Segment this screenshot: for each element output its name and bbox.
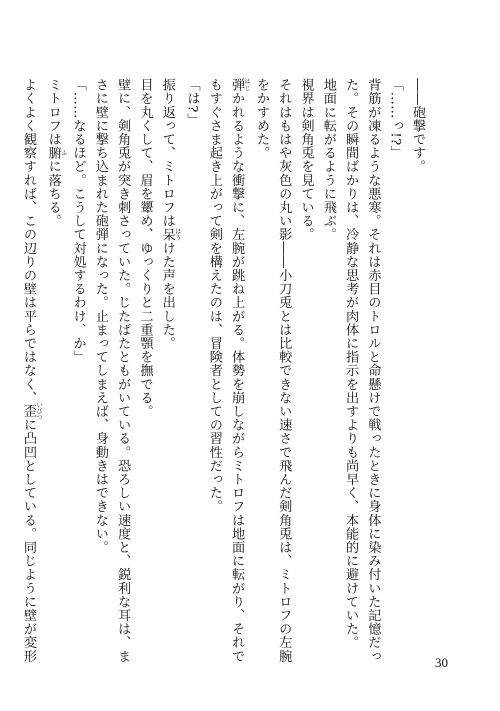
text-line: 地面に転がるように飛ぶ。: [320, 78, 336, 242]
text-line: よくよく観察すれば、この辺りの壁は平らではなく、歪 いびつに凸凹としている。同じように壁が変形: [20, 78, 42, 663]
ruby-annotation: 腑 ふ: [45, 146, 67, 160]
text-line: もすぐさま起き上がって剣を構えたのは、冒険者としての習性だった。: [206, 78, 222, 514]
text-line: 振り返って、ミトロフは呆 ほうけた声を出した。: [159, 78, 181, 351]
text-line: た。その瞬間ばかりは、冷静な思考が肉体に指示を出すよりも尚早く、本能的に避けていた。: [343, 78, 359, 650]
ruby-annotation: 弾 はじ: [229, 78, 251, 92]
text-line: 弾 はじかれるような衝撃に、左腕が跳ね上がる。体勢を崩しながらミトロフは地面に転がり、それで: [229, 78, 251, 663]
vertical-text-body: [20, 78, 428, 663]
text-line: をかすめた。: [253, 78, 269, 160]
text-line: 壁に、剣角兎が突き刺さっていた。じたばたともがいている。恐ろしい速度と、鋭利な耳は、ま: [115, 78, 131, 663]
text-line: 目を丸くして、眉を顰め、ゆっくりと二重顎を撫でる。: [137, 78, 153, 418]
text-line: ミトロフは腑 ふに落ちる。: [45, 78, 67, 228]
text-line: それはもはや灰色の丸い影――小刀兎とは比較できない速さで飛んだ剣角兎は、ミトロフの左腕: [276, 78, 292, 663]
ruby-annotation: 呆 ほう: [159, 227, 181, 242]
text-line: 「は?」: [184, 78, 200, 127]
text-line: 背筋が凍るような悪寒。それは赤目のトロルと命懸けで戦ったときに身体に染み付いた記憶だっ: [365, 78, 381, 663]
text-line: ――砲撃です。: [410, 78, 425, 174]
text-line: 「……なるほど。こうして対処するわけ、か」: [70, 78, 86, 364]
text-line: 視界は剣角兎を見ている。: [298, 78, 314, 242]
ruby-annotation: 歪 いびつ: [20, 402, 42, 421]
text-line: 「……っ!?」: [387, 78, 403, 160]
page-number: 30: [435, 655, 448, 670]
text-line: さに壁に撃ち込まれた砲弾になった。止まってしまえば、身動きはできない。: [92, 78, 108, 554]
